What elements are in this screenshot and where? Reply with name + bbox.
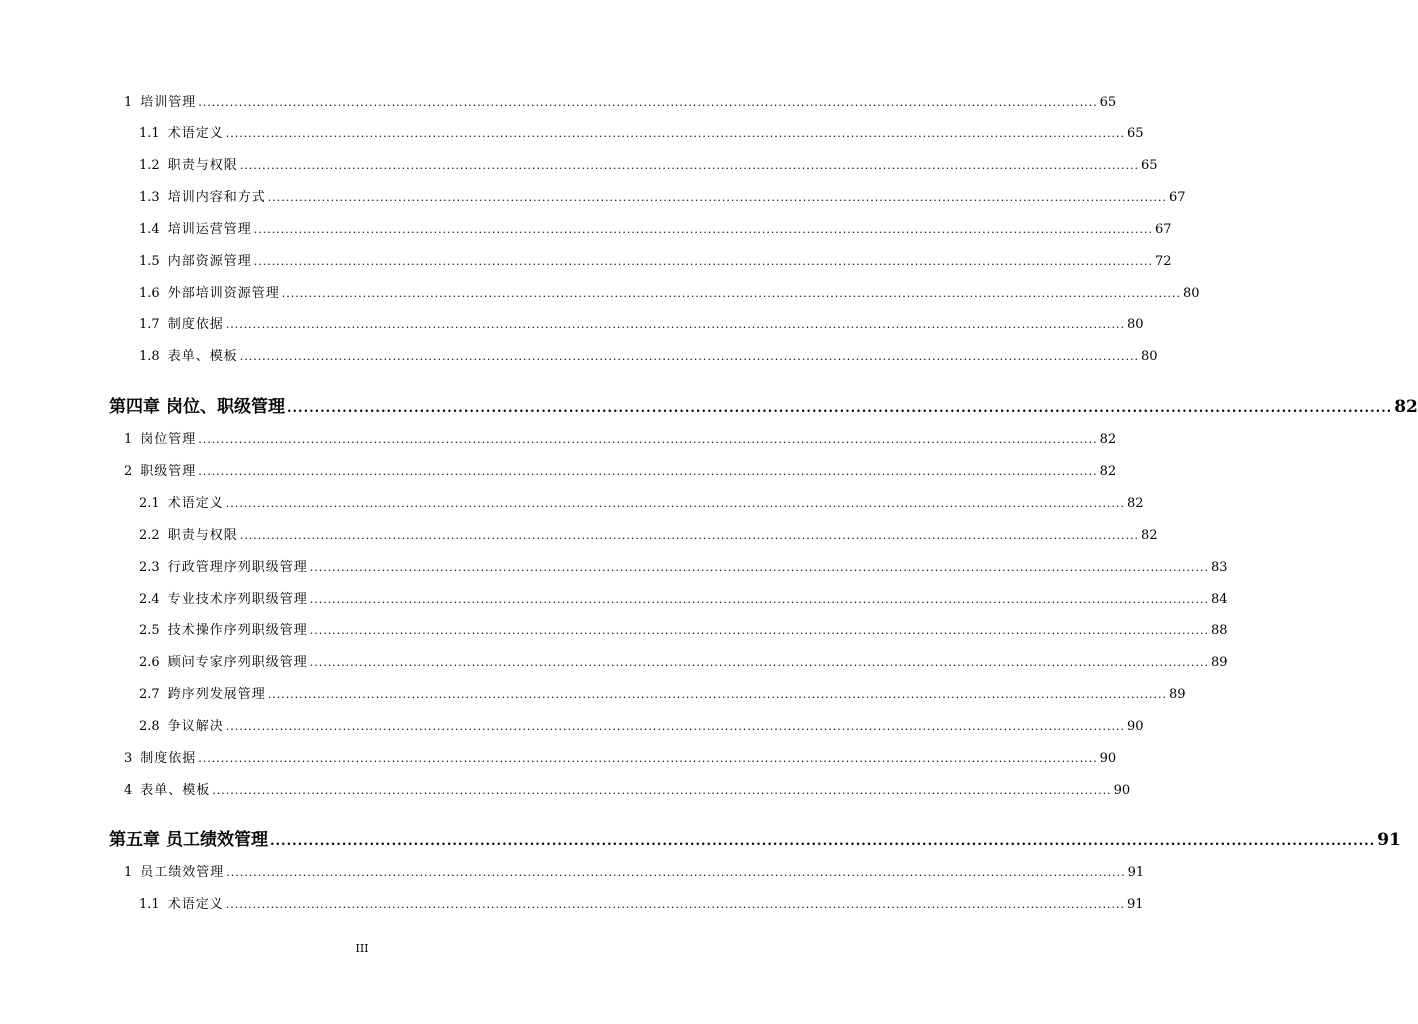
toc-entry[interactable]	[124, 864, 1145, 882]
toc-entry-number: 第五章	[109, 830, 160, 850]
toc-dot-leader: ........................................................................................................................................................................................................	[198, 465, 1098, 478]
toc-entry[interactable]	[139, 527, 1158, 545]
toc-entry-page: 80	[1141, 349, 1158, 364]
toc-entry-page: 91	[1127, 897, 1144, 912]
toc-entry[interactable]	[124, 463, 1117, 481]
toc-entry-number: 2.6	[139, 655, 160, 670]
toc-entry-page: 72	[1155, 254, 1172, 269]
toc-entry[interactable]	[139, 718, 1144, 736]
toc-entry-page: 65	[1099, 95, 1117, 110]
toc-dot-leader: ........................................................................................................................................................................................................	[239, 350, 1140, 363]
toc-entry-title: 表单、模板	[167, 349, 238, 364]
toc-dot-leader: ........................................................................................................................................................................................................	[225, 318, 1126, 331]
toc-dot-leader: ........................................................................................................................................................................................................	[309, 624, 1210, 637]
toc-entry-number: 1.6	[139, 286, 160, 301]
toc-entry-title: 岗位管理	[140, 432, 197, 447]
toc-entry-page: 89	[1169, 687, 1186, 702]
toc-entry-page: 82	[1127, 496, 1144, 511]
toc-entry[interactable]	[139, 559, 1228, 577]
toc-entry-number: 2.5	[139, 623, 160, 638]
toc-entry-page: 67	[1169, 190, 1186, 205]
toc-entry[interactable]	[139, 221, 1172, 239]
toc-entry-number: 2.2	[139, 528, 160, 543]
toc-entry-title: 员工绩效管理	[166, 830, 268, 850]
toc-dot-leader: ........................................................................................................................................................................................................	[253, 223, 1154, 236]
toc-entry-number: 1.8	[139, 349, 160, 364]
toc-entry[interactable]	[139, 285, 1200, 303]
toc-dot-leader: ........................................................................................................................................................................................................	[225, 127, 1126, 140]
toc-entry-number: 2.1	[139, 496, 160, 511]
toc-chapter-entry[interactable]	[109, 829, 1401, 853]
toc-entry-page: 84	[1211, 592, 1228, 607]
toc-entry-title: 争议解决	[167, 719, 224, 734]
toc-entry[interactable]	[139, 686, 1186, 704]
toc-entry-page: 82	[1099, 464, 1117, 479]
toc-dot-leader: ........................................................................................................................................................................................................	[225, 720, 1126, 733]
toc-chapter-entry[interactable]	[109, 396, 1418, 420]
toc-entry-title: 职级管理	[140, 464, 197, 479]
toc-entry[interactable]	[124, 431, 1117, 449]
toc-entry-number: 1.1	[139, 126, 160, 141]
toc-entry-page: 67	[1155, 222, 1172, 237]
toc-entry-title: 制度依据	[167, 317, 224, 332]
toc-entry-title: 技术操作序列职级管理	[167, 623, 308, 638]
toc-entry-page: 82	[1394, 397, 1418, 417]
toc-dot-leader: ........................................................................................................................................................................................................	[212, 784, 1112, 797]
toc-entry-number: 1.2	[139, 158, 160, 173]
toc-dot-leader: ........................................................................................................................................................................................................	[287, 401, 1393, 416]
toc-entry-number: 4	[124, 783, 133, 798]
toc-dot-leader: ........................................................................................................................................................................................................	[239, 529, 1140, 542]
toc-dot-leader: ........................................................................................................................................................................................................	[309, 656, 1210, 669]
toc-entry-title: 内部资源管理	[167, 254, 252, 269]
toc-entry-number: 1	[124, 432, 133, 447]
toc-entry-number: 1.7	[139, 317, 160, 332]
toc-entry-page: 80	[1183, 286, 1200, 301]
toc-entry-title: 岗位、职级管理	[166, 397, 285, 417]
toc-dot-leader: ........................................................................................................................................................................................................	[267, 688, 1168, 701]
toc-dot-leader: ........................................................................................................................................................................................................	[309, 561, 1210, 574]
toc-dot-leader: ........................................................................................................................................................................................................	[198, 433, 1098, 446]
toc-entry-title: 制度依据	[140, 751, 197, 766]
toc-entry-page: 82	[1141, 528, 1158, 543]
toc-entry-title: 培训管理	[140, 95, 197, 110]
toc-entry-title: 员工绩效管理	[140, 865, 225, 880]
toc-entry-title: 术语定义	[167, 496, 224, 511]
toc-entry-number: 3	[124, 751, 133, 766]
toc-entry[interactable]	[139, 896, 1144, 914]
toc-entry-page: 90	[1127, 719, 1144, 734]
toc-entry-title: 跨序列发展管理	[167, 687, 266, 702]
toc-entry-page: 88	[1211, 623, 1228, 638]
toc-dot-leader: ........................................................................................................................................................................................................	[239, 159, 1140, 172]
toc-entry-page: 91	[1377, 830, 1401, 850]
toc-entry-number: 1.1	[139, 897, 160, 912]
toc-entry-page: 80	[1127, 317, 1144, 332]
toc-entry-number: 1.3	[139, 190, 160, 205]
toc-dot-leader: ........................................................................................................................................................................................................	[253, 255, 1154, 268]
toc-dot-leader: ........................................................................................................................................................................................................	[270, 834, 1376, 849]
toc-entry[interactable]	[124, 750, 1117, 768]
toc-entry-number: 1	[124, 95, 133, 110]
page-number: III	[355, 942, 369, 955]
toc-dot-leader: ........................................................................................................................................................................................................	[198, 96, 1098, 109]
toc-entry[interactable]	[124, 782, 1131, 800]
toc-entry-title: 培训运营管理	[167, 222, 252, 237]
toc-entry-number: 2.3	[139, 560, 160, 575]
toc-entry[interactable]	[139, 348, 1158, 366]
toc-dot-leader: ........................................................................................................................................................................................................	[226, 866, 1126, 879]
toc-entry-title: 职责与权限	[167, 528, 238, 543]
toc-entry-number: 1.4	[139, 222, 160, 237]
toc-entry-title: 培训内容和方式	[167, 190, 266, 205]
toc-entry[interactable]	[139, 189, 1186, 207]
toc-entry[interactable]	[139, 157, 1158, 175]
toc-entry-number: 2.7	[139, 687, 160, 702]
toc-entry-page: 90	[1099, 751, 1117, 766]
toc-entry[interactable]	[139, 654, 1228, 672]
toc-entry-title: 术语定义	[167, 126, 224, 141]
toc-entry-title: 术语定义	[167, 897, 224, 912]
toc-entry-title: 专业技术序列职级管理	[167, 592, 308, 607]
toc-entry-title: 顾问专家序列职级管理	[167, 655, 308, 670]
toc-entry[interactable]	[139, 125, 1144, 143]
toc-entry-number: 2.8	[139, 719, 160, 734]
toc-entry-page: 65	[1141, 158, 1158, 173]
toc-dot-leader: ........................................................................................................................................................................................................	[198, 752, 1098, 765]
toc-entry-page: 89	[1211, 655, 1228, 670]
toc-entry-title: 行政管理序列职级管理	[167, 560, 308, 575]
toc-entry[interactable]	[139, 622, 1228, 640]
toc-entry-page: 83	[1211, 560, 1228, 575]
toc-entry-page: 65	[1127, 126, 1144, 141]
toc-entry[interactable]	[139, 253, 1172, 271]
toc-entry-number: 2.4	[139, 592, 160, 607]
toc-entry-number: 第四章	[109, 397, 160, 417]
toc-entry[interactable]	[139, 316, 1144, 334]
toc-entry-title: 表单、模板	[140, 783, 211, 798]
toc-entry-title: 职责与权限	[167, 158, 238, 173]
toc-entry[interactable]	[139, 495, 1144, 513]
toc-dot-leader: ........................................................................................................................................................................................................	[309, 593, 1210, 606]
toc-entry-title: 外部培训资源管理	[167, 286, 280, 301]
toc-entry-page: 82	[1099, 432, 1117, 447]
toc-dot-leader: ........................................................................................................................................................................................................	[267, 191, 1168, 204]
toc-dot-leader: ........................................................................................................................................................................................................	[281, 287, 1182, 300]
toc-entry[interactable]	[124, 94, 1117, 112]
toc-entry-number: 1	[124, 865, 133, 880]
toc-entry-page: 90	[1113, 783, 1131, 798]
toc-dot-leader: ........................................................................................................................................................................................................	[225, 898, 1126, 911]
toc-entry[interactable]	[139, 591, 1228, 609]
toc-entry-page: 91	[1127, 865, 1145, 880]
toc-entry-number: 1.5	[139, 254, 160, 269]
toc-dot-leader: ........................................................................................................................................................................................................	[225, 497, 1126, 510]
toc-entry-number: 2	[124, 464, 133, 479]
